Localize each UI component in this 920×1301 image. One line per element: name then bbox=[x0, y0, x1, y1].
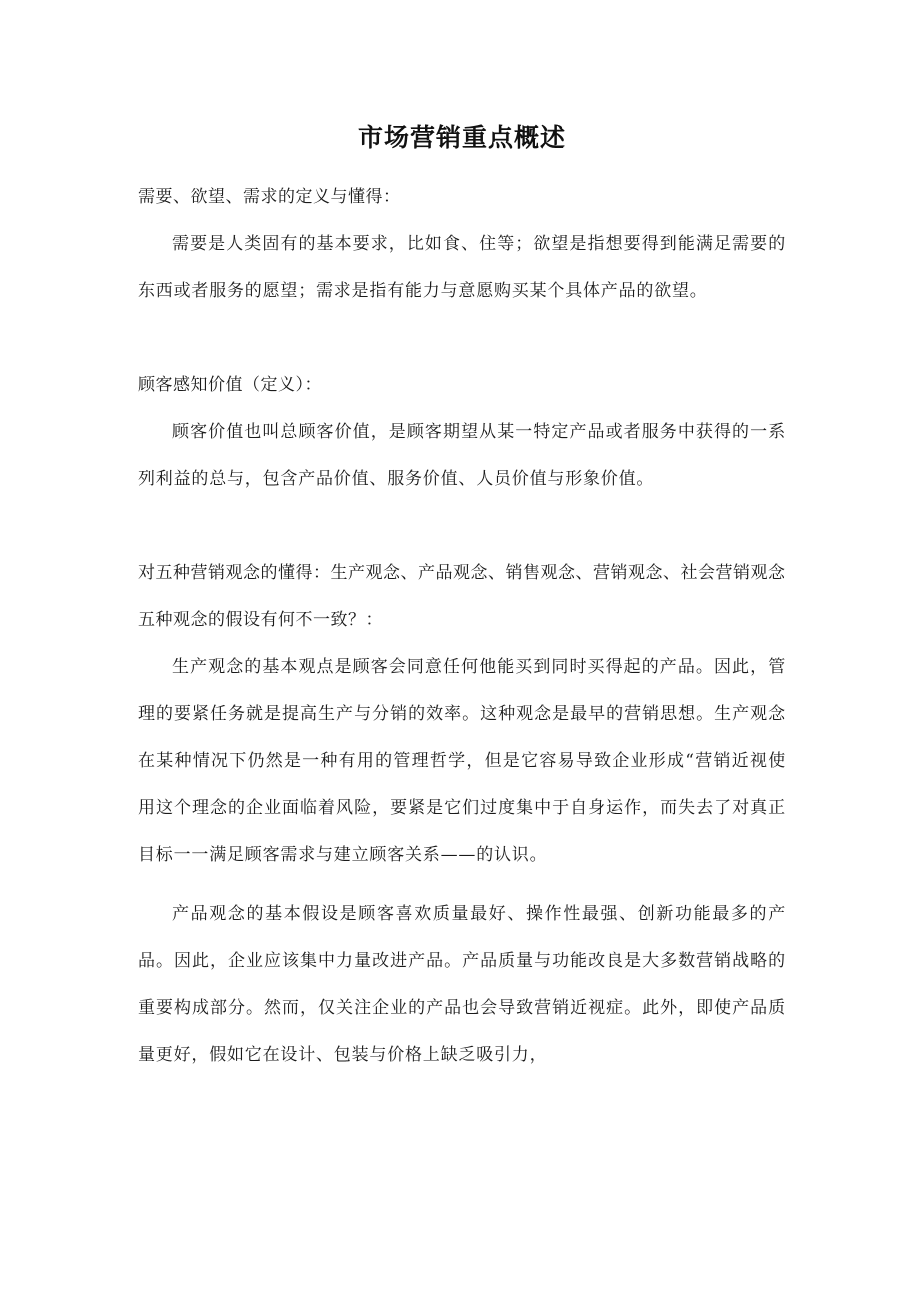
section-paragraph: 产品观念的基本假设是顾客喜欢质量最好、操作性最强、创新功能最多的产品。因此，企业应该集中力量改进产品。产品质量与功能改良是大多数营销战略的重要构成部分。然而，仅关注企业的产品也会导致营销近视症。此外，即使产品质量更好，假如它在设计、包装与价格上缺乏吸引力， bbox=[138, 904, 786, 1065]
section-five-marketing-concepts bbox=[138, 550, 786, 1079]
section-paragraph: 生产观念的基本观点是顾客会同意任何他能买到同时买得起的产品。因此，管理的要紧任务就是提高生产与分销的效率。这种观念是最早的营销思想。生产观念在某种情况下仍然是一种有用的管理哲学，但是它容易导致企业形成“营销近视使用这个理念的企业面临着风险，要紧是它们过度集中于自身运作，而失去了对真正目标一一满足顾客需求与建立顾客关系——的认识。 bbox=[138, 657, 786, 865]
section-spacer bbox=[138, 503, 786, 550]
section-heading: 对五种营销观念的懂得：生产观念、产品观念、销售观念、营销观念、社会营销观念五种观念的假设有何不一致？： bbox=[138, 563, 786, 630]
document-title: 市场营销重点概述 bbox=[357, 123, 566, 152]
paragraph-spacer bbox=[138, 879, 786, 891]
section-spacer bbox=[138, 315, 786, 362]
document-page bbox=[138, 118, 786, 1079]
section-paragraph: 需要是人类固有的基本要求，比如食、住等；欲望是指想要得到能满足需要的东西或者服务的愿望；需求是指有能力与意愿购买某个具体产品的欲望。 bbox=[138, 234, 786, 301]
section-needs-wants-demands bbox=[138, 174, 786, 315]
section-heading: 需要、欲望、需求的定义与懂得： bbox=[138, 187, 401, 207]
section-customer-perceived-value bbox=[138, 362, 786, 503]
section-heading: 顾客感知价值（定义）： bbox=[138, 375, 322, 395]
section-paragraph: 顾客价值也叫总顾客价值，是顾客期望从某一特定产品或者服务中获得的一系列利益的总与，包含产品价值、服务价值、人员价值与形象价值。 bbox=[138, 422, 786, 489]
